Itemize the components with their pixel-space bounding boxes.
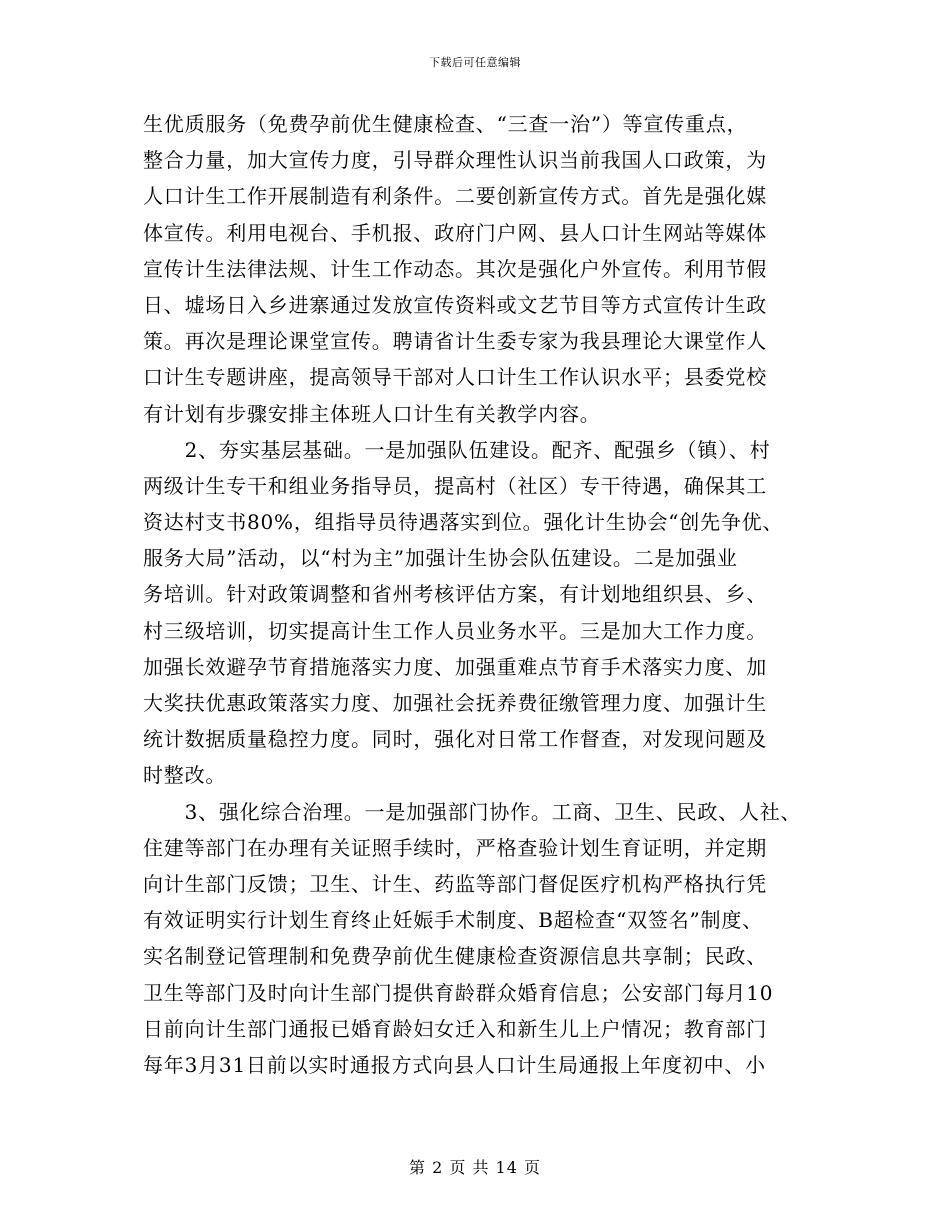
text-line: 日前向计生部门通报已婚育龄妇女迁入和新生儿上户情况；教育部门 [143, 1016, 767, 1041]
text-line: 两级计生专干和组业务指导员，提高村（社区）专干待遇，确保其工 [143, 473, 767, 498]
text-line: 每年3月31日前以实时通报方式向县人口计生局通报上年度初中、小 [143, 1052, 766, 1077]
page-footer: 第 2 页 共 14 页 [409, 1158, 541, 1177]
text-line: 实名制登记管理制和免费孕前优生健康检查资源信息共享制；民政、 [143, 944, 767, 969]
text-line: 有效证明实行计划生育终止妊娠手术制度、B超检查“双签名”制度、 [143, 908, 763, 933]
text-line: 宣传计生法律法规、计生工作动态。其次是强化户外宣传。利用节假 [143, 256, 767, 281]
text-line: 人口计生工作开展制造有利条件。二要创新宣传方式。首先是强化媒 [143, 184, 767, 209]
page-header: 下载后可任意编辑 [429, 56, 521, 69]
text-line: 卫生等部门及时向计生部门提供育龄群众婚育信息；公安部门每月10 [143, 980, 774, 1005]
text-line: 整合力量，加大宣传力度，引导群众理性认识当前我国人口政策，为 [143, 148, 767, 173]
text-line: 3、强化综合治理。一是加强部门协作。工商、卫生、民政、人社、 [143, 799, 802, 824]
text-line: 服务大局”活动，以“村为主”加强计生协会队伍建设。二是加强业 [143, 546, 738, 571]
document-body [143, 106, 823, 1083]
text-line: 向计生部门反馈；卫生、计生、药监等部门督促医疗机构严格执行凭 [143, 871, 767, 896]
text-line: 生优质服务（免费孕前优生健康检查、“三查一治”）等宣传重点， [143, 112, 748, 136]
text-line: 大奖扶优惠政策落实力度、加强社会抚养费征缴管理力度、加强计生 [143, 691, 767, 715]
text-line: 村三级培训，切实提高计生工作人员业务水平。三是加大工作力度。 [143, 618, 767, 643]
text-line: 日、墟场日入乡进寨通过发放宣传资料或文艺节目等方式宣传计生政 [143, 292, 767, 317]
text-line: 有计划有步骤安排主体班人口计生有关教学内容。 [143, 401, 601, 426]
text-line: 2、夯实基层基础。一是加强队伍建设。配齐、配强乡（镇）、村 [143, 437, 771, 462]
text-line: 体宣传。利用电视台、手机报、政府门户网、县人口计生网站等媒体 [143, 220, 767, 245]
text-line: 时整改。 [143, 763, 227, 788]
text-line: 口计生专题讲座，提高领导干部对人口计生工作认识水平；县委党校 [143, 365, 767, 390]
text-line: 资达村支书80%，组指导员待遇落实到位。强化计生协会“创先争优、 [143, 510, 784, 535]
text-line: 策。再次是理论课堂宣传。聘请省计生委专家为我县理论大课堂作人 [143, 329, 767, 354]
text-line: 务培训。针对政策调整和省州考核评估方案，有计划地组织县、乡、 [143, 582, 767, 607]
text-line: 加强长效避孕节育措施落实力度、加强重难点节育手术落实力度、加 [143, 654, 767, 679]
text-line: 统计数据质量稳控力度。同时，强化对日常工作督查，对发现问题及 [143, 727, 767, 752]
text-line: 住建等部门在办理有关证照手续时，严格查验计划生育证明，并定期 [143, 835, 767, 860]
